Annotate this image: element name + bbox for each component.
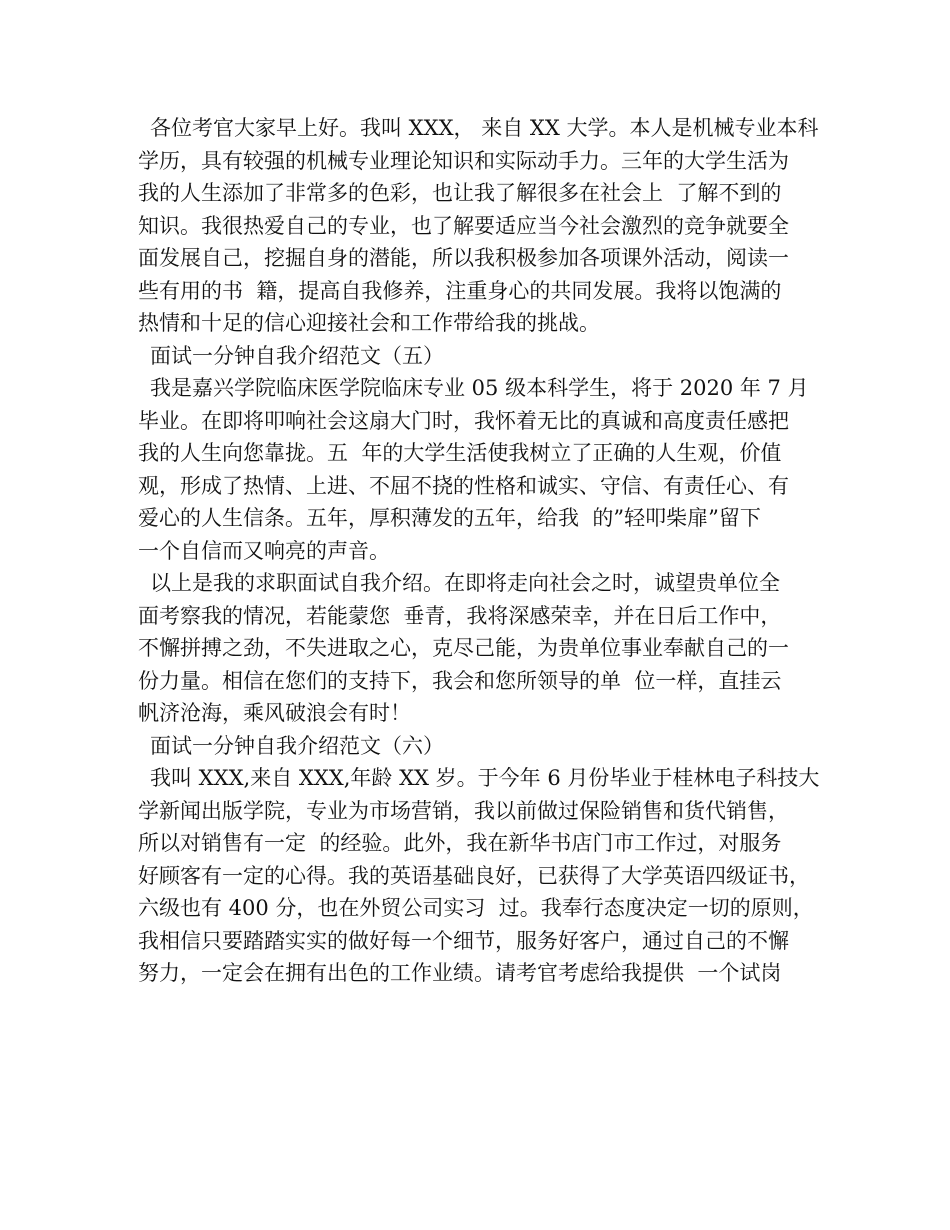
text-line: 些有用的书 籍，提高自我修养，注重身心的共同发展。我将以饱满的 bbox=[138, 278, 782, 303]
text-line: 面考察我的情况，若能蒙您 垂青，我将深感荣幸，并在日后工作中， bbox=[138, 603, 782, 628]
text-line: 学历，具有较强的机械专业理论知识和实际动手力。三年的大学生活为 bbox=[138, 148, 789, 173]
text-line: 不懈拼搏之劲，不失进取之心，克尽己能，为贵单位事业奉献自己的一 bbox=[138, 636, 789, 660]
text-line: 我是嘉兴学院临床医学院临床专业 05 级本科学生，将于 2020 年 7 月 bbox=[150, 376, 809, 400]
text-line: 份力量。相信在您们的支持下，我会和您所领导的单 位一样，直挂云 bbox=[138, 668, 782, 693]
section-heading: 面试一分钟自我介绍范文（五） bbox=[150, 343, 444, 368]
text-line: 努力，一定会在拥有出色的工作业绩。请考官考虑给我提供 一个试岗 bbox=[138, 961, 782, 985]
text-line: 以上是我的求职面试自我介绍。在即将走向社会之时，诚望贵单位全 bbox=[150, 571, 780, 595]
text-line: 好顾客有一定的心得。我的英语基础良好，已获得了大学英语四级证书， bbox=[138, 863, 810, 888]
text-line: 我的人生向您靠拢。五 年的大学生活使我树立了正确的人生观，价值 bbox=[138, 441, 782, 465]
text-line: 一个自信而又响亮的声音。 bbox=[138, 538, 390, 563]
text-line: 知识。我很热爱自己的专业，也了解要适应当今社会激烈的竞争就要全 bbox=[138, 213, 789, 238]
document-body bbox=[138, 112, 830, 990]
text-line: 面发展自己，挖掘自身的潜能，所以我积极参加各项课外活动，阅读一 bbox=[138, 246, 789, 270]
text-line: 观，形成了热情、上进、不屈不挠的性格和诚实、守信、有责任心、有 bbox=[138, 473, 789, 498]
text-line: 我的人生添加了非常多的色彩，也让我了解很多在社会上 了解不到的 bbox=[138, 181, 782, 205]
text-line: 爱心的人生信条。五年，厚积薄发的五年，给我 的”轻叩柴扉”留下 bbox=[138, 506, 761, 530]
text-line: 学新闻出版学院，专业为市场营销，我以前做过保险销售和货代销售， bbox=[138, 798, 789, 823]
text-line: 热情和十足的信心迎接社会和工作带给我的挑战。 bbox=[138, 311, 600, 335]
section-heading: 面试一分钟自我介绍范文（六） bbox=[150, 733, 444, 758]
text-line: 各位考官大家早上好。我叫 XXX， 来自 XX 大学。本人是机械专业本科 bbox=[150, 116, 819, 140]
text-line: 所以对销售有一定 的经验。此外，我在新华书店门市工作过，对服务 bbox=[138, 831, 782, 855]
text-line: 帆济沧海，乘风破浪会有时！ bbox=[138, 701, 411, 725]
text-line: 六级也有 400 分，也在外贸公司实习 过。我奉行态度决定一切的原则， bbox=[138, 896, 814, 920]
text-line: 我相信只要踏踏实实的做好每一个细节，服务好客户，通过自己的不懈 bbox=[138, 928, 789, 953]
text-line: 我叫 XXX,来自 XXX,年龄 XX 岁。于今年 6 月份毕业于桂林电子科技大 bbox=[150, 766, 820, 790]
text-line: 毕业。在即将叩响社会这扇大门时，我怀着无比的真诚和高度责任感把 bbox=[138, 408, 789, 433]
